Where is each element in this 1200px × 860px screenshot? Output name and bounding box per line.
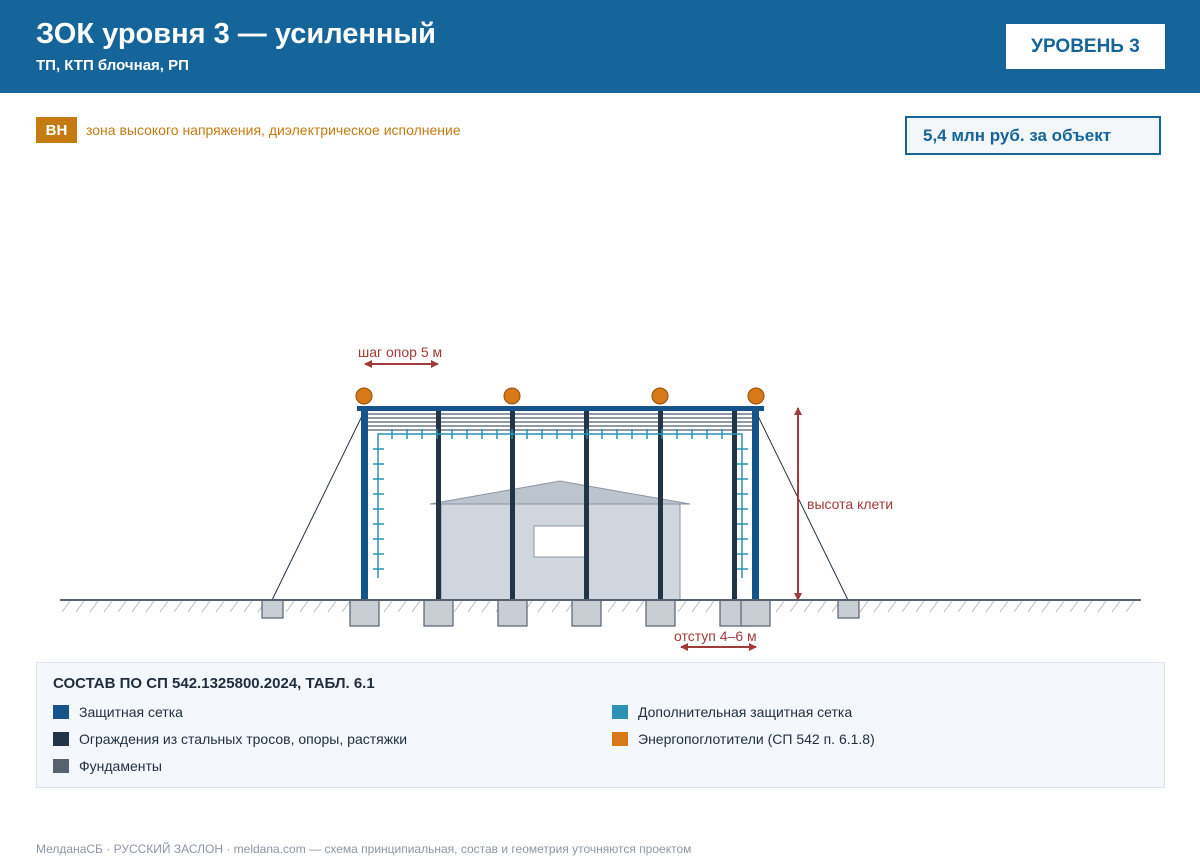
- hatch-stroke: [1112, 601, 1120, 612]
- energy-absorbers: [356, 388, 764, 404]
- hatch-stroke: [678, 601, 686, 612]
- hatch-stroke: [216, 601, 224, 612]
- hatch-stroke: [300, 601, 308, 612]
- net-top-beam: [357, 406, 764, 411]
- hatch-stroke: [776, 601, 784, 612]
- building-roof: [430, 481, 690, 504]
- hatch-stroke: [482, 601, 490, 612]
- top-cables: [363, 414, 757, 430]
- hatch-stroke: [972, 601, 980, 612]
- hatch-stroke: [860, 601, 868, 612]
- legend-swatch: [53, 732, 69, 746]
- legend-swatch: [612, 732, 628, 746]
- hatch-stroke: [538, 601, 546, 612]
- hatch-stroke: [230, 601, 238, 612]
- hatch-stroke: [636, 601, 644, 612]
- height-label: высота клети: [807, 496, 894, 512]
- offset-label: отступ 4–6 м: [674, 628, 757, 644]
- energy-absorber: [356, 388, 372, 404]
- price-box: 5,4 млн руб. за объект: [905, 116, 1161, 155]
- footer-note: МелданаСБ · РУССКИЙ ЗАСЛОН · meldana.com — схема принципиальная, состав и геометрия уточняются проектом: [36, 842, 692, 856]
- high-voltage-tag: ВН: [36, 117, 77, 143]
- hatch-stroke: [1042, 601, 1050, 612]
- hatch-stroke: [1084, 601, 1092, 612]
- hatch-stroke: [804, 601, 812, 612]
- energy-absorber: [652, 388, 668, 404]
- hatch-stroke: [160, 601, 168, 612]
- hatch-stroke: [1014, 601, 1022, 612]
- hatch-stroke: [202, 601, 210, 612]
- legend-title: СОСТАВ ПО СП 542.1325800.2024, ТАБЛ. 6.1: [53, 675, 375, 692]
- hatch-stroke: [874, 601, 882, 612]
- hatch-stroke: [958, 601, 966, 612]
- legend-item-additional-net: [612, 704, 852, 720]
- hatch-stroke: [930, 601, 938, 612]
- foundation-block: [350, 600, 379, 626]
- foundation-block: [741, 600, 770, 626]
- hatch-stroke: [692, 601, 700, 612]
- hatch-stroke: [90, 601, 98, 612]
- legend-swatch: [612, 705, 628, 719]
- legend-swatch: [53, 705, 69, 719]
- high-voltage-zone-text: зона высокого напряжения, диэлектрическое исполнение: [86, 122, 461, 138]
- hatch-stroke: [1070, 601, 1078, 612]
- legend-label: Энергопоглотители (СП 542 п. 6.1.8): [638, 731, 875, 747]
- building-window: [534, 526, 585, 557]
- legend-item-foundations: [53, 758, 162, 774]
- legend-panel: [36, 662, 1165, 788]
- legend-label: Фундаменты: [79, 758, 162, 774]
- hatch-stroke: [454, 601, 462, 612]
- hatch-stroke: [944, 601, 952, 612]
- hatch-stroke: [888, 601, 896, 612]
- legend-label: Защитная сетка: [79, 704, 183, 720]
- hatch-stroke: [412, 601, 420, 612]
- hatch-stroke: [552, 601, 560, 612]
- hatch-stroke: [188, 601, 196, 612]
- page-subtitle: ТП, КТП блочная, РП: [36, 57, 189, 74]
- hatch-stroke: [314, 601, 322, 612]
- hatch-stroke: [146, 601, 154, 612]
- legend-label: Дополнительная защитная сетка: [638, 704, 853, 720]
- energy-absorber: [504, 388, 520, 404]
- legend-item-cables-poles: [53, 731, 407, 747]
- foundation-block: [498, 600, 527, 626]
- foundation-block: [424, 600, 453, 626]
- hatch-stroke: [118, 601, 126, 612]
- hatch-stroke: [1126, 601, 1134, 612]
- hatch-stroke: [132, 601, 140, 612]
- foundation-block: [646, 600, 675, 626]
- hatch-stroke: [174, 601, 182, 612]
- legend-swatch: [53, 759, 69, 773]
- hatch-stroke: [398, 601, 406, 612]
- guy-wire-left: [272, 414, 363, 600]
- hatch-stroke: [76, 601, 84, 612]
- substation-building: [430, 481, 690, 600]
- hatch-stroke: [384, 601, 392, 612]
- legend-item-protective-net: [53, 704, 183, 720]
- anchor-foundation: [838, 600, 859, 618]
- legend-item-energy-absorbers: [612, 731, 875, 747]
- hatch-stroke: [62, 601, 70, 612]
- hatch-stroke: [916, 601, 924, 612]
- hatch-stroke: [1056, 601, 1064, 612]
- hatch-stroke: [468, 601, 476, 612]
- pitch-label: шаг опор 5 м: [358, 344, 443, 360]
- hatch-stroke: [104, 601, 112, 612]
- net-post-left: [361, 406, 368, 600]
- hatch-stroke: [622, 601, 630, 612]
- support-pole: [732, 408, 737, 600]
- page-title: ЗОК уровня 3 — усиленный: [36, 18, 436, 50]
- anchor-foundation: [262, 600, 283, 618]
- hatch-stroke: [902, 601, 910, 612]
- net-post-right: [752, 406, 759, 600]
- hatch-stroke: [706, 601, 714, 612]
- legend-label: Ограждения из стальных тросов, опоры, растяжки: [79, 731, 408, 747]
- hatch-stroke: [328, 601, 336, 612]
- hatch-stroke: [244, 601, 252, 612]
- hatch-stroke: [608, 601, 616, 612]
- hatch-stroke: [986, 601, 994, 612]
- hatch-stroke: [286, 601, 294, 612]
- foundation-block: [572, 600, 601, 626]
- hatch-stroke: [1000, 601, 1008, 612]
- hatch-stroke: [818, 601, 826, 612]
- energy-absorber: [748, 388, 764, 404]
- level-badge: УРОВЕНЬ 3: [1006, 24, 1165, 69]
- hatch-stroke: [790, 601, 798, 612]
- hatch-stroke: [1028, 601, 1036, 612]
- hatch-stroke: [342, 601, 350, 612]
- hatch-stroke: [1098, 601, 1106, 612]
- foundations: [262, 600, 859, 626]
